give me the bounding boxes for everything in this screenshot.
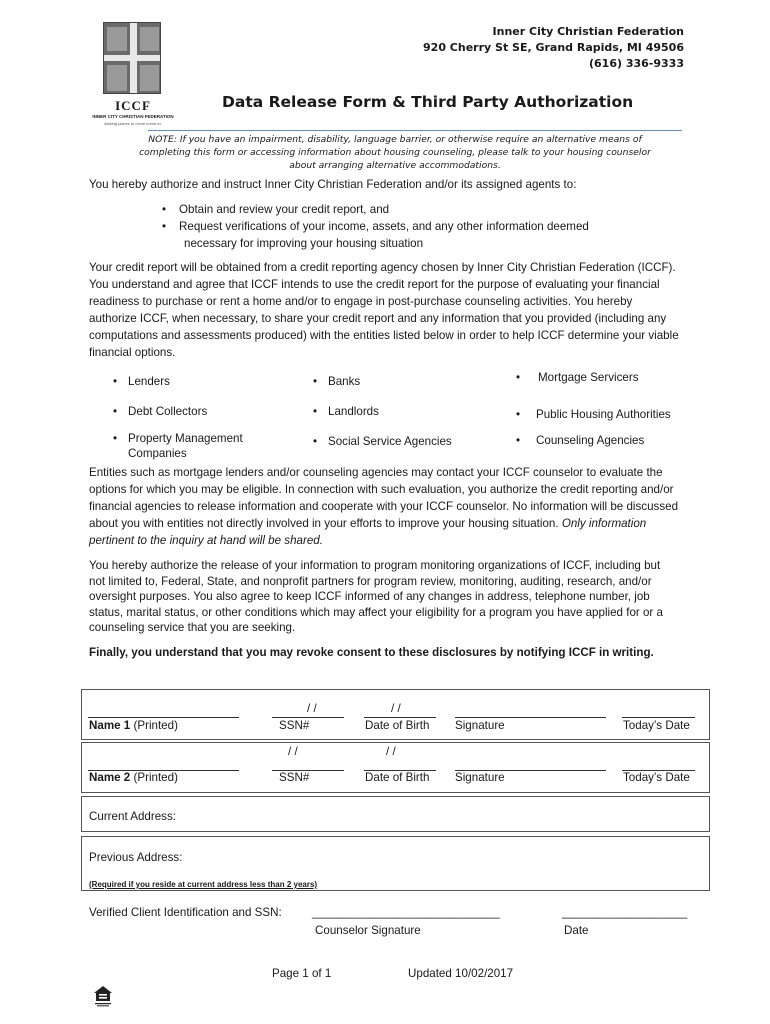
ssn-slashes: / / [288, 745, 298, 758]
authorize-item-credit: • Obtain and review your credit report, and [162, 201, 662, 218]
applicant-1-row [81, 689, 710, 740]
authorize-item-verify: • Request verifications of your income, assets, and any other information deemed [162, 218, 662, 235]
entity-label: Debt Collectors [128, 405, 208, 418]
iccf-logo [88, 22, 178, 128]
signature-label: Signature [455, 771, 505, 784]
dob-label: Date of Birth [365, 719, 430, 732]
monitoring-paragraph: You hereby authorize the release of your information to program monitoring organizations of ICCF, including but not limited to, Federal, State, and nonprofit partners for program review, monitoring, auditing, research, and/or oversight purposes. You also agree to keep ICCF informed of any changes in address, telephone number, job status, marital status, or other conditions which may affect your eligibility for a program you have applied for or a counseling service that you are seeking. [89, 559, 663, 634]
page-number: Page 1 of 1 [272, 967, 332, 980]
counselor-signature-field[interactable]: ______________________________ [312, 906, 500, 919]
applicant-2-row [81, 742, 710, 793]
authorize-list [162, 201, 662, 252]
equal-housing-opportunity-icon [93, 985, 113, 1007]
entity-label: Counseling Agencies [536, 434, 645, 447]
previous-address-note: (Required if you reside at current address less than 2 years) [89, 880, 318, 889]
org-contact-block [423, 24, 684, 72]
verification-label: Verified Client Identification and SSN: [89, 906, 282, 919]
signature-label: Signature [455, 719, 505, 732]
org-phone: (616) 336-9333 [589, 57, 684, 70]
previous-address-label: Previous Address: [89, 851, 183, 864]
entities-paragraph-italic: Only information pertinent to the inquiry at hand will be shared. [89, 517, 647, 547]
logo-tagline: Making places to come home to. [104, 121, 162, 126]
entity-property-management: • Property Management Companies [113, 431, 263, 461]
signature-1-field[interactable] [455, 717, 606, 718]
entity-label: Landlords [328, 405, 379, 418]
accommodation-note: NOTE: If you have an impairment, disability, language barrier, or otherwise require an alternative means of completing this form or accessing information about housing counseling, please talk to your housing counselor about arranging alternative accommodations. [139, 134, 651, 171]
entities-paragraph-text: Entities such as mortgage lenders and/or counseling agencies may contact your ICCF counselor to evaluate the options for which you may be eligible. In connection with such evaluation, you authorize the credit reporting and/or financial agencies to release information and cooperate with your ICCF counselor. No information will be discussed about you with entities not directly involved in your efforts to improve your housing situation. [89, 466, 679, 530]
updated-date: Updated 10/02/2017 [408, 967, 514, 980]
current-address-field[interactable] [81, 796, 710, 832]
name-1-label: Name 1 (Printed) [89, 719, 178, 732]
todays-date-label: Today’s Date [623, 771, 690, 784]
intro-text: You hereby authorize and instruct Inner City Christian Federation and/or its assigned agents to: [89, 178, 577, 191]
entities-paragraph [89, 464, 689, 549]
entity-lenders: • Lenders [113, 374, 263, 389]
ssn-label: SSN# [279, 719, 310, 732]
logo-acronym: ICCF [115, 98, 151, 113]
date-1-field[interactable] [622, 717, 695, 718]
ssn-slashes: / / [307, 702, 317, 715]
authorize-item-verify-cont: necessary for improving your housing situation [184, 237, 424, 250]
credit-report-paragraph: Your credit report will be obtained from a credit reporting agency chosen by Inner City Christian Federation (ICCF). You understand and agree that ICCF intends to use the credit report for the purpose of evaluating your financial readiness to purchase or rent a home and/or to engage in post-purchase counseling activities. You hereby authorize ICCF, when necessary, to share your credit report and any information that you provided (including any computations and assessments produced) with the entities listed below in order to help ICCF determine your viable financial options. [89, 261, 679, 359]
name-2-label: Name 2 (Printed) [89, 771, 178, 784]
entity-banks: • Banks [313, 374, 463, 389]
dob-slashes: / / [386, 745, 396, 758]
entity-label: Property Management Companies [128, 432, 243, 460]
logo-image [103, 22, 161, 94]
revoke-paragraph: Finally, you understand that you may revoke consent to these disclosures by notifying ICCF in writing. [89, 646, 654, 659]
ssn-1-field[interactable] [272, 717, 344, 718]
ssn-label: SSN# [279, 771, 310, 784]
dob-slashes: / / [391, 702, 401, 715]
current-address-label: Current Address: [89, 810, 176, 823]
entity-label: Public Housing Authorities [536, 408, 671, 421]
logo-org-name: INNER CITY CHRISTIAN FEDERATION [92, 114, 174, 119]
entity-label: Lenders [128, 375, 170, 388]
dob-1-field[interactable] [364, 717, 436, 718]
todays-date-label: Today’s Date [623, 719, 690, 732]
entity-label: Banks [328, 375, 361, 388]
dob-label: Date of Birth [365, 771, 430, 784]
entity-mortgage-servicers: • Mortgage Servicers [516, 370, 706, 385]
entity-public-housing: • Public Housing Authorities [516, 407, 706, 422]
name-1-field[interactable] [88, 717, 239, 718]
entity-label: Mortgage Servicers [538, 371, 639, 384]
entity-landlords: • Landlords [313, 404, 463, 419]
counselor-date-field[interactable]: ____________________ [562, 906, 687, 919]
counselor-date-label: Date [564, 924, 589, 937]
title-divider [148, 130, 682, 131]
org-address: 920 Cherry St SE, Grand Rapids, MI 49506 [423, 41, 684, 54]
entity-counseling-agencies: • Counseling Agencies [516, 433, 706, 448]
entity-social-service: • Social Service Agencies [313, 434, 493, 449]
counselor-signature-label: Counselor Signature [315, 924, 421, 937]
page-title: Data Release Form & Third Party Authorization [222, 93, 634, 111]
entity-label: Social Service Agencies [328, 435, 452, 448]
org-name: Inner City Christian Federation [492, 25, 684, 38]
entity-debt-collectors: • Debt Collectors [113, 404, 273, 419]
